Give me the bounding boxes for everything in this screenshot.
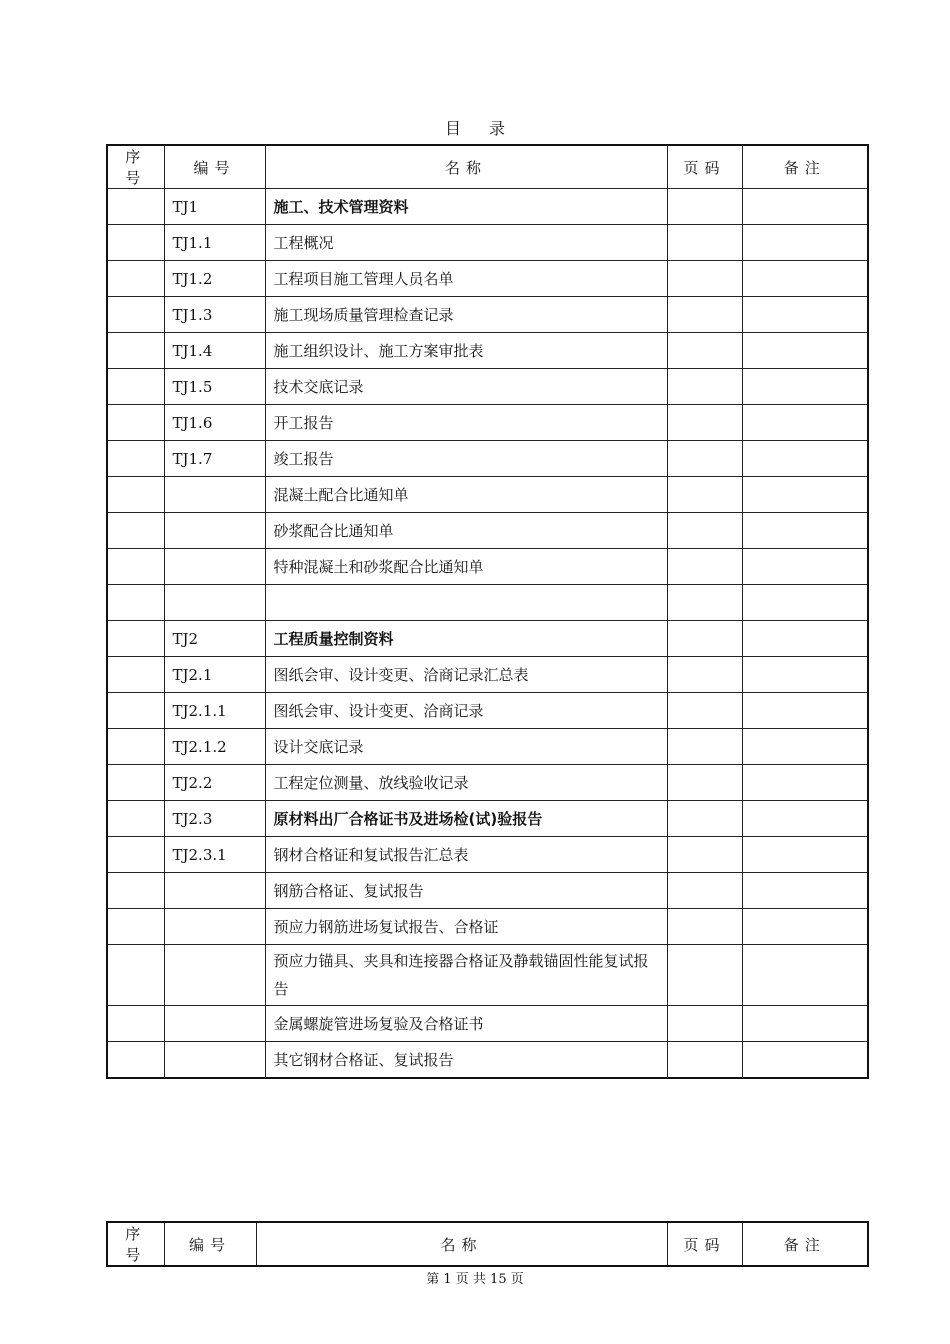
cell-name: 技术交底记录	[265, 369, 667, 405]
cell-page	[667, 873, 742, 909]
page-number: 第 1 页 共 15 页	[426, 1272, 524, 1287]
table-row	[107, 189, 868, 225]
table-row	[107, 693, 868, 729]
table-row	[107, 765, 868, 801]
cell-name: 图纸会审、设计变更、洽商记录	[265, 693, 667, 729]
cell-seq	[107, 729, 164, 765]
cell-code: TJ1.7	[164, 441, 265, 477]
cell-name: 施工组织设计、施工方案审批表	[265, 333, 667, 369]
header-code: 编号	[164, 145, 265, 189]
table-row	[107, 621, 868, 657]
header-remark: 备注	[742, 145, 868, 189]
cell-remark	[742, 189, 868, 225]
cell-code: TJ2.2	[164, 765, 265, 801]
cell-name: 混凝土配合比通知单	[265, 477, 667, 513]
cell-seq	[107, 1042, 164, 1079]
table-row	[107, 549, 868, 585]
cell-seq	[107, 585, 164, 621]
cell-remark	[742, 333, 868, 369]
cell-name: 预应力钢筋进场复试报告、合格证	[265, 909, 667, 945]
footer-header-seq: 序号	[107, 1222, 164, 1266]
cell-page	[667, 261, 742, 297]
cell-remark	[742, 1006, 868, 1042]
toc-body	[107, 189, 868, 1079]
cell-code: TJ2.3.1	[164, 837, 265, 873]
cell-code: TJ1.4	[164, 333, 265, 369]
cell-name: 工程概况	[265, 225, 667, 261]
cell-remark	[742, 837, 868, 873]
cell-name: 其它钢材合格证、复试报告	[265, 1042, 667, 1079]
cell-page	[667, 477, 742, 513]
cell-page	[667, 657, 742, 693]
table-row	[107, 261, 868, 297]
cell-page	[667, 909, 742, 945]
cell-name: 竣工报告	[265, 441, 667, 477]
table-row	[107, 1006, 868, 1042]
cell-name: 金属螺旋管进场复验及合格证书	[265, 1006, 667, 1042]
table-row	[107, 477, 868, 513]
table-row	[107, 909, 868, 945]
cell-code	[164, 945, 265, 1006]
cell-code: TJ2.3	[164, 801, 265, 837]
cell-remark	[742, 945, 868, 1006]
cell-code	[164, 909, 265, 945]
cell-name: 钢筋合格证、复试报告	[265, 873, 667, 909]
cell-remark	[742, 297, 868, 333]
cell-seq	[107, 909, 164, 945]
cell-name: 设计交底记录	[265, 729, 667, 765]
cell-seq	[107, 333, 164, 369]
cell-seq	[107, 477, 164, 513]
cell-code: TJ1.3	[164, 297, 265, 333]
header-name: 名称	[265, 145, 667, 189]
cell-seq	[107, 945, 164, 1006]
cell-seq	[107, 801, 164, 837]
cell-code	[164, 513, 265, 549]
cell-remark	[742, 261, 868, 297]
table-row	[107, 513, 868, 549]
table-row	[107, 297, 868, 333]
cell-seq	[107, 873, 164, 909]
cell-remark	[742, 513, 868, 549]
footer-header-code: 编号	[164, 1222, 256, 1266]
cell-page	[667, 225, 742, 261]
cell-page	[667, 369, 742, 405]
cell-remark	[742, 1042, 868, 1079]
cell-seq	[107, 189, 164, 225]
cell-name: 钢材合格证和复试报告汇总表	[265, 837, 667, 873]
cell-code	[164, 549, 265, 585]
table-row	[107, 441, 868, 477]
cell-remark	[742, 549, 868, 585]
cell-page	[667, 1006, 742, 1042]
footer-header-name: 名称	[256, 1222, 667, 1266]
table-row	[107, 945, 868, 1006]
table-row	[107, 225, 868, 261]
cell-seq	[107, 513, 164, 549]
cell-seq	[107, 837, 164, 873]
cell-seq	[107, 225, 164, 261]
cell-seq	[107, 693, 164, 729]
cell-page	[667, 837, 742, 873]
cell-page	[667, 729, 742, 765]
table-row	[107, 369, 868, 405]
cell-page	[667, 621, 742, 657]
cell-name: 原材料出厂合格证书及进场检(试)验报告	[265, 801, 667, 837]
footer-header-row	[107, 1222, 868, 1266]
cell-name: 砂浆配合比通知单	[265, 513, 667, 549]
cell-remark	[742, 405, 868, 441]
cell-remark	[742, 225, 868, 261]
cell-page	[667, 549, 742, 585]
cell-remark	[742, 801, 868, 837]
cell-page	[667, 765, 742, 801]
cell-remark	[742, 441, 868, 477]
cell-page	[667, 945, 742, 1006]
table-row	[107, 801, 868, 837]
table-row	[107, 1042, 868, 1079]
cell-page	[667, 1042, 742, 1079]
cell-seq	[107, 297, 164, 333]
cell-page	[667, 693, 742, 729]
cell-name: 特种混凝土和砂浆配合比通知单	[265, 549, 667, 585]
cell-code: TJ1.5	[164, 369, 265, 405]
cell-remark	[742, 621, 868, 657]
cell-page	[667, 585, 742, 621]
header-seq: 序号	[107, 145, 164, 189]
cell-page	[667, 297, 742, 333]
cell-remark	[742, 477, 868, 513]
cell-seq	[107, 621, 164, 657]
cell-code: TJ2	[164, 621, 265, 657]
cell-page	[667, 189, 742, 225]
cell-name	[265, 585, 667, 621]
cell-name: 施工现场质量管理检查记录	[265, 297, 667, 333]
cell-name: 工程项目施工管理人员名单	[265, 261, 667, 297]
table-row	[107, 405, 868, 441]
cell-remark	[742, 909, 868, 945]
cell-remark	[742, 765, 868, 801]
cell-code: TJ2.1	[164, 657, 265, 693]
footer-header-remark: 备注	[742, 1222, 868, 1266]
cell-seq	[107, 765, 164, 801]
cell-page	[667, 513, 742, 549]
cell-seq	[107, 405, 164, 441]
cell-seq	[107, 1006, 164, 1042]
cell-remark	[742, 369, 868, 405]
cell-code	[164, 1042, 265, 1079]
page-title: 目录	[444, 119, 533, 138]
cell-page	[667, 333, 742, 369]
table-row	[107, 585, 868, 621]
cell-remark	[742, 585, 868, 621]
footer-header-page: 页码	[667, 1222, 742, 1266]
table-row	[107, 729, 868, 765]
cell-remark	[742, 693, 868, 729]
cell-page	[667, 405, 742, 441]
toc-table	[106, 144, 869, 1079]
cell-remark	[742, 657, 868, 693]
header-page: 页码	[667, 145, 742, 189]
cell-code	[164, 1006, 265, 1042]
footer-header-table	[106, 1221, 869, 1267]
cell-seq	[107, 549, 164, 585]
cell-page	[667, 441, 742, 477]
cell-name: 工程质量控制资料	[265, 621, 667, 657]
table-row	[107, 873, 868, 909]
cell-code: TJ2.1.2	[164, 729, 265, 765]
table-row	[107, 657, 868, 693]
cell-name: 图纸会审、设计变更、洽商记录汇总表	[265, 657, 667, 693]
cell-seq	[107, 441, 164, 477]
cell-name: 开工报告	[265, 405, 667, 441]
cell-code: TJ1.1	[164, 225, 265, 261]
cell-code: TJ1	[164, 189, 265, 225]
cell-name: 预应力锚具、夹具和连接器合格证及静载锚固性能复试报告	[265, 945, 667, 1006]
cell-code: TJ1.2	[164, 261, 265, 297]
cell-remark	[742, 729, 868, 765]
table-header-row	[107, 145, 868, 189]
cell-remark	[742, 873, 868, 909]
table-row	[107, 333, 868, 369]
cell-name: 施工、技术管理资料	[265, 189, 667, 225]
cell-name: 工程定位测量、放线验收记录	[265, 765, 667, 801]
cell-page	[667, 801, 742, 837]
table-row	[107, 837, 868, 873]
cell-seq	[107, 261, 164, 297]
cell-code: TJ2.1.1	[164, 693, 265, 729]
cell-code	[164, 477, 265, 513]
cell-seq	[107, 369, 164, 405]
cell-code: TJ1.6	[164, 405, 265, 441]
cell-code	[164, 873, 265, 909]
cell-code	[164, 585, 265, 621]
cell-seq	[107, 657, 164, 693]
